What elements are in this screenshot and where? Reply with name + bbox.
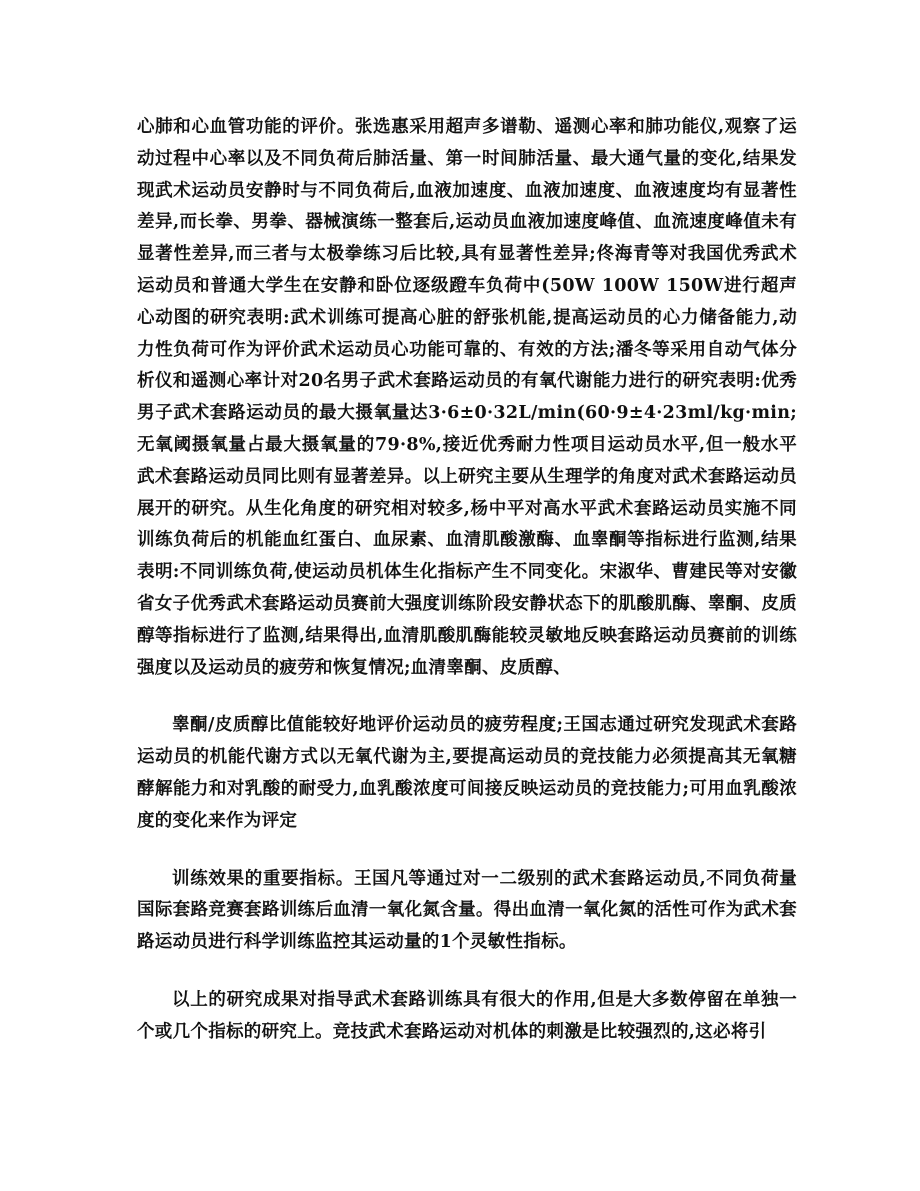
paragraph-4: 以上的研究成果对指导武术套路训练具有很大的作用,但是大多数停留在单独一个或几个指标的研究上。竞技武术套路运动对机体的刺激是比较强烈的,这必将引 — [137, 989, 797, 1042]
paragraph-2: 睾酮/皮质醇比值能较好地评价运动员的疲劳程度;王国志通过研究发现武术套路运动员的机能代谢方式以无氧代谢为主,要提高运动员的竞技能力必须提高其无氧糖酵解能力和对乳酸的耐受力,血乳酸浓度可间接反映运动员的竞技能力;可用血乳酸浓度的变化来作为评定 — [137, 715, 797, 831]
document-page — [137, 112, 797, 1049]
paragraph-1: 心肺和心血管功能的评价。张选惠采用超声多谱勒、遥测心率和肺功能仪,观察了运动过程中心率以及不同负荷后肺活量、第一时间肺活量、最大通气量的变化,结果发现武术运动员安静时与不同负荷后,血液加速度、血液加速度、血液速度均有显著性差异,而长拳、男拳、器械演练一整套后,运动员血液加速度峰值、血流速度峰值未有显著性差异,而三者与太极拳练习后比较,具有显著性差异;佟海青等对我国优秀武术运动员和普通大学生在安静和卧位逐级蹬车负荷中(50W 100W 150W进行超声心动图的研究表明:武术训练可提高心脏的舒张机能,提高运动员的心力储备能力,动力性负荷可作为评价武术运动员心功能可靠的、有效的方法;潘冬等采用自动气体分析仪和遥测心率计对20名男子武术套路运动员的有氧代谢能力进行的研究表明:优秀男子武术套路运动员的最大摄氧量达3·6±0·32L/min(60·9±4·23ml/kg·min;无氧阈摄氧量占最大摄氧量的79·8%,接近优秀耐力性项目运动员水平,但一般水平武术套路运动员同比则有显著差异。以上研究主要从生理学的角度对武术套路运动员展开的研究。从生化角度的研究相对较多,杨中平对高水平武术套路运动员实施不同训练负荷后的机能血红蛋白、血尿素、血清肌酸激酶、血睾酮等指标进行监测,结果表明:不同训练负荷,使运动员机体生化指标产生不同变化。宋淑华、曹建民等对安徽省女子优秀武术套路运动员赛前大强度训练阶段安静状态下的肌酸肌酶、睾酮、皮质醇等指标进行了监测,结果得出,血清肌酸肌酶能较灵敏地反映套路运动员赛前的训练强度以及运动员的疲劳和恢复情况;血清睾酮、皮质醇、 — [137, 117, 797, 678]
paragraph-3: 训练效果的重要指标。王国凡等通过对一二级别的武术套路运动员,不同负荷量国际套路竞赛套路训练后血清一氧化氮含量。得出血清一氧化氮的活性可作为武术套路运动员进行科学训练监控其运动量的1个灵敏性指标。 — [137, 868, 797, 953]
